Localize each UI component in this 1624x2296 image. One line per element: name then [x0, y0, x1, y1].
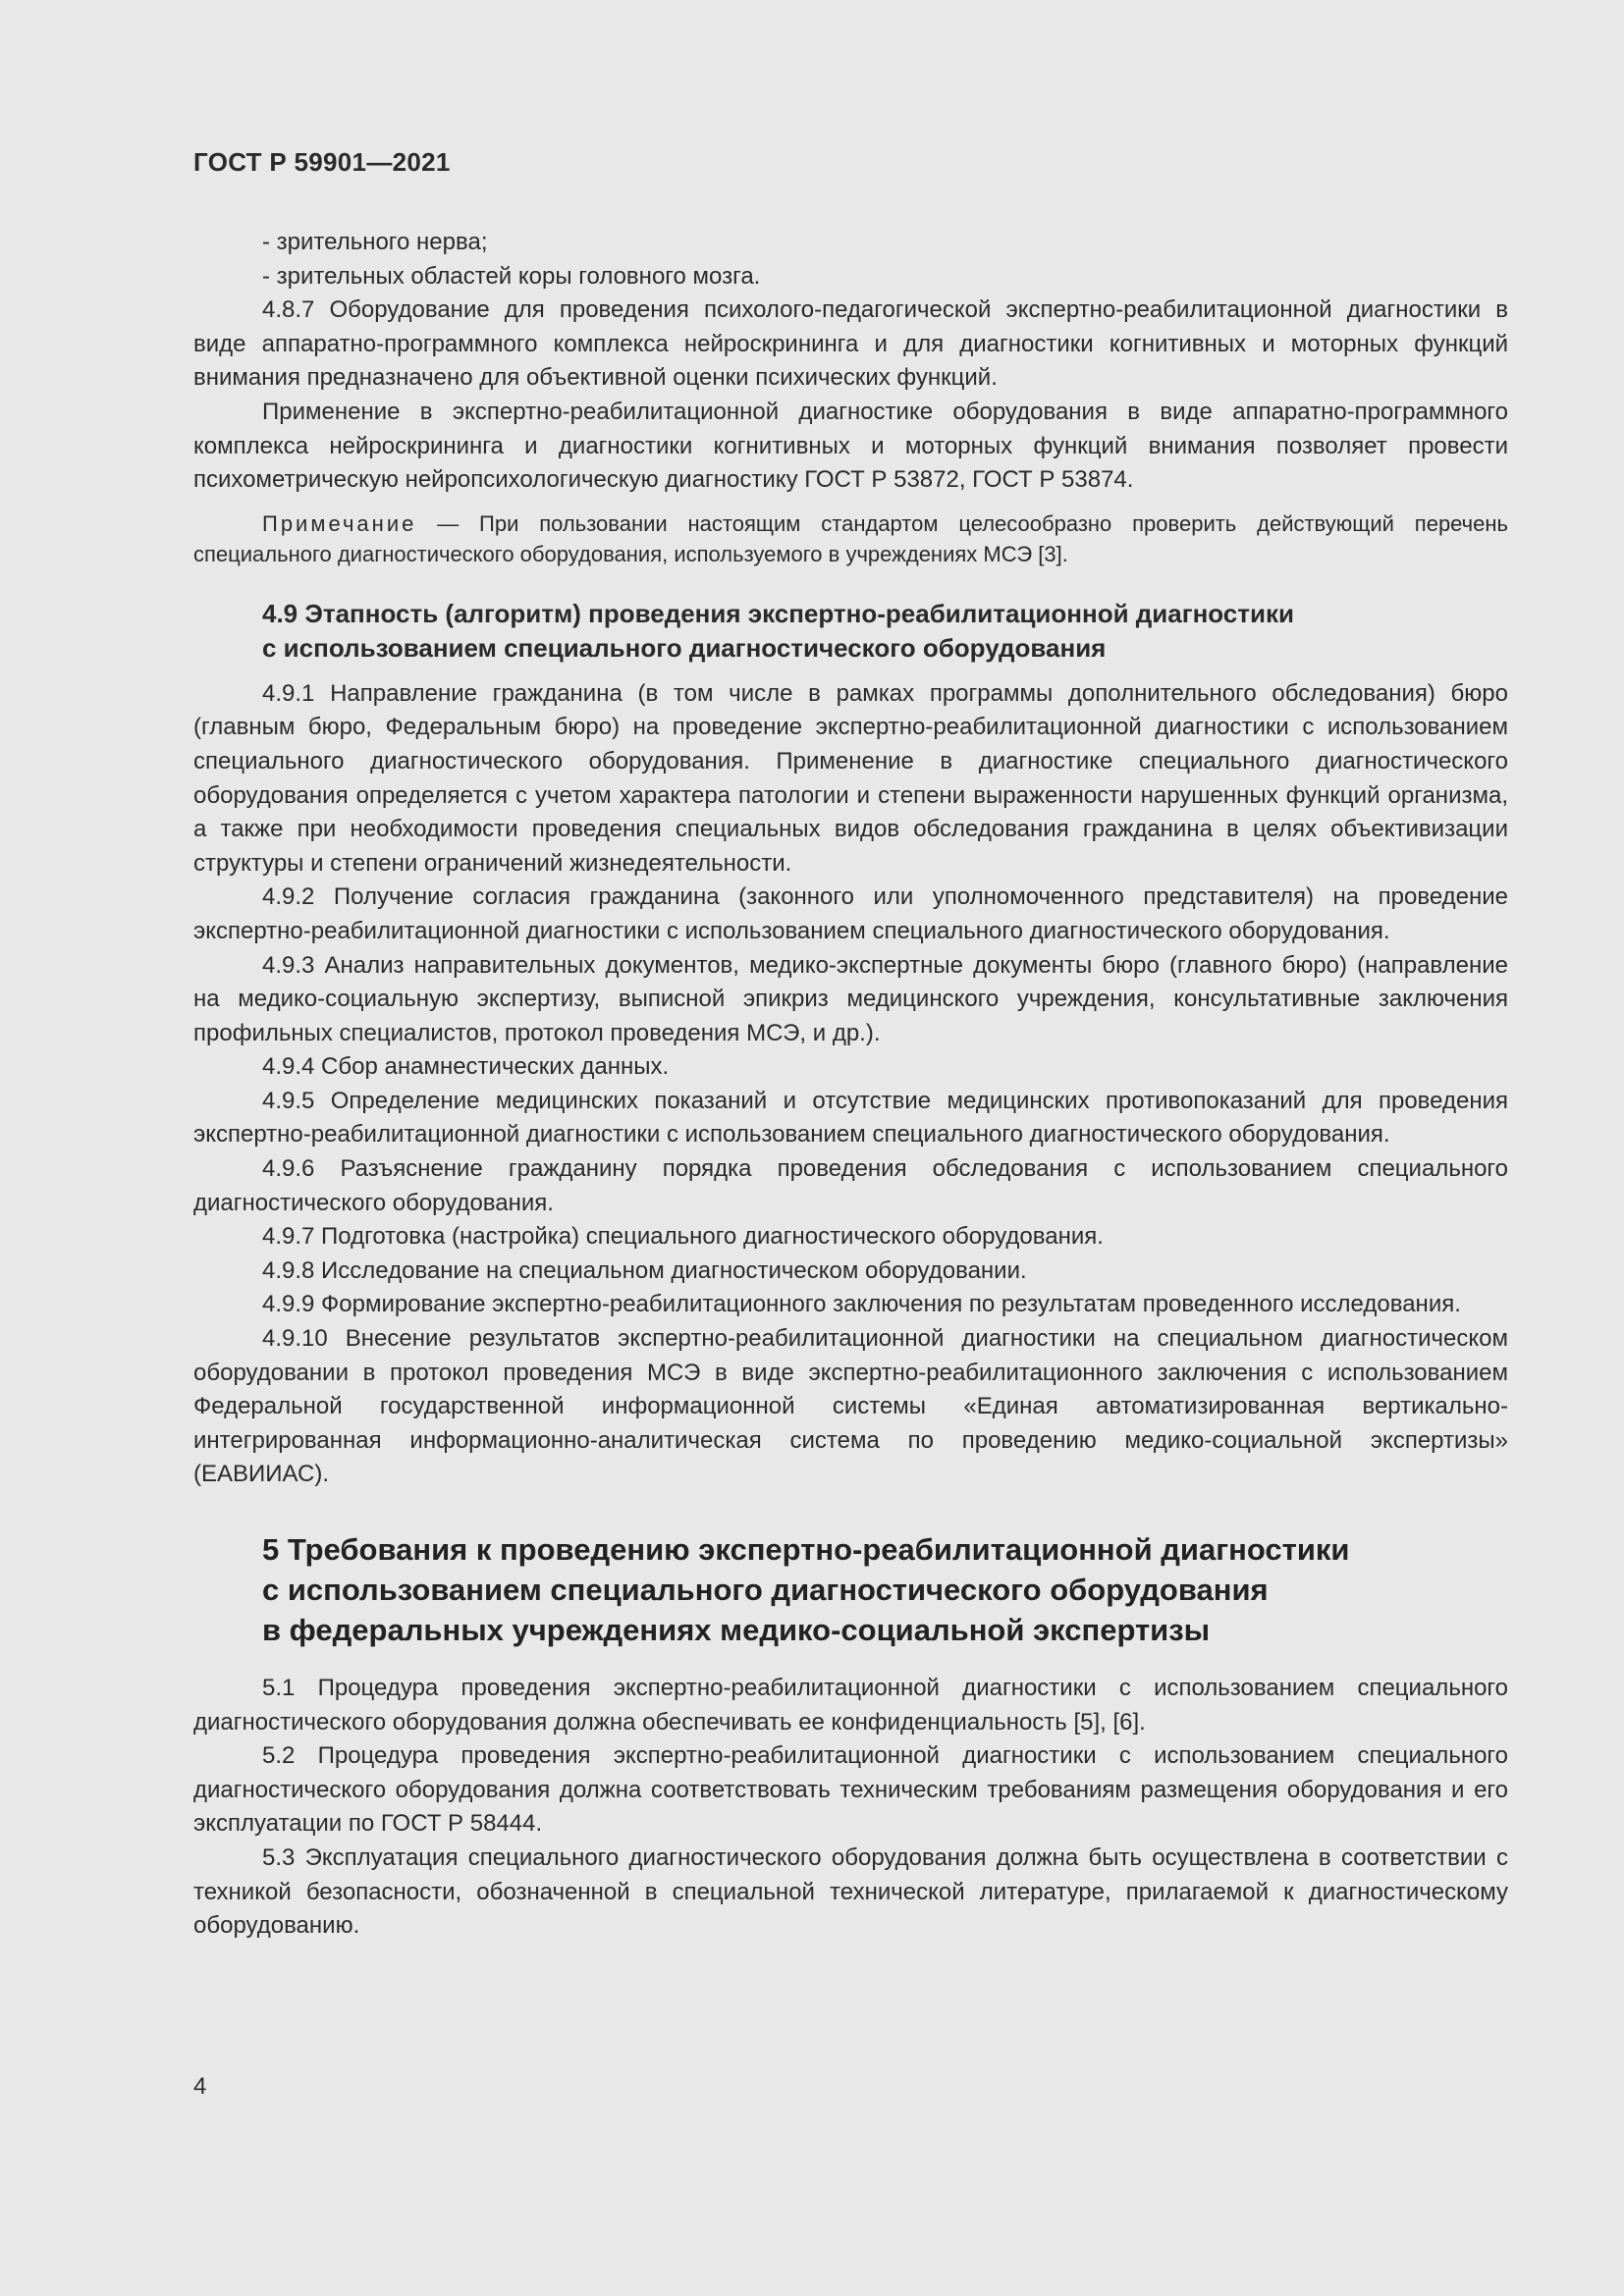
note-label: Примечание — [262, 510, 417, 536]
paragraph: 5.2 Процедура проведения экспертно-реабилитационной диагностики с использованием специального диагностического оборудования должна соответствовать техническим требованиям размещения оборудования и его эксплуатации по ГОСТ Р 58444. — [193, 1742, 1508, 1838]
paragraph: 4.9.2 Получение согласия гражданина (законного или уполномоченного представителя) на проведение экспертно-реабилитационной диагностики с использованием специального диагностического оборудования. — [193, 883, 1508, 944]
paragraph: 4.9.1 Направление гражданина (в том числе в рамках программы дополнительного обследования) бюро (главным бюро, Федеральным бюро) на проведение экспертно-реабилитационной диагностики с использованием специального диагностического оборудования. Применение в диагностике специального диагностического оборудования определяется с учетом характера патологии и степени выраженности нарушенных функций организма, а также при необходимости проведения специальных видов обследования гражданина в целях объективизации структуры и степени ограничений жизнедеятельности. — [193, 679, 1508, 877]
section-heading-4-9 — [262, 597, 1440, 666]
paragraph: 4.8.7 Оборудование для проведения психолого-педагогической экспертно-реабилитационной диагностики в виде аппаратно-программного комплекса нейроскрининга и для диагностики когнитивных и моторных функций внимания предназначено для объективной оценки психических функций. — [193, 296, 1508, 392]
document-body — [193, 226, 1508, 1944]
paragraph: - зрительного нерва; — [262, 229, 488, 255]
section-heading-line: с использованием специального диагностического оборудования — [262, 632, 1107, 663]
paragraph: 4.9.7 Подготовка (настройка) специального диагностического оборудования. — [262, 1223, 1104, 1251]
paragraph: 4.9.5 Определение медицинских показаний и отсутствие медицинских противопоказаний для проведения экспертно-реабилитационной диагностики с использованием специального диагностического оборудования. — [193, 1087, 1508, 1148]
paragraph: 5.3 Эксплуатация специального диагностического оборудования должна быть осуществлена в соответствии с техникой безопасности, обозначенной в специальной технической литературе, прилагаемой к диагностическому оборудованию. — [193, 1843, 1508, 1940]
paragraph: 4.9.4 Сбор анамнестических данных. — [262, 1053, 670, 1081]
section-heading-line: в федеральных учреждениях медико-социальной экспертизы — [262, 1613, 1211, 1647]
paragraph: 4.9.6 Разъяснение гражданину порядка проведения обследования с использованием специального диагностического оборудования. — [193, 1155, 1508, 1216]
paragraph: Применение в экспертно-реабилитационной диагностике оборудования в виде аппаратно-программного комплекса нейроскрининга и диагностики когнитивных и моторных функций внимания позволяет провести психометрическую нейропсихологическую диагностику ГОСТ Р 53872, ГОСТ Р 53874. — [193, 398, 1508, 494]
section-heading-line: 5 Требования к проведению экспертно-реабилитационной диагностики — [262, 1532, 1350, 1567]
document-header: ГОСТ Р 59901—2021 — [193, 147, 451, 177]
paragraph: 4.9.9 Формирование экспертно-реабилитационного заключения по результатам проведенного исследования. — [262, 1291, 1461, 1318]
note-text: — При пользовании настоящим стандартом целесообразно проверить действующий перечень специального диагностического оборудования, используемого в учреждениях МСЭ [3]. — [193, 510, 1508, 566]
paragraph: 4.9.3 Анализ направительных документов, медико-экспертные документы бюро (главного бюро) (направление на медико-социальную экспертизу, выписной эпикриз медицинского учреждения, консультативные заключения профильных специалистов, протокол проведения МСЭ, и др.). — [193, 951, 1508, 1046]
note — [193, 508, 1508, 569]
section-heading-line: с использованием специального диагностического оборудования — [262, 1573, 1269, 1607]
section-heading-5 — [262, 1529, 1489, 1650]
page-number: 4 — [193, 2073, 207, 2100]
section-heading-line: 4.9 Этапность (алгоритм) проведения экспертно-реабилитационной диагностики — [262, 598, 1294, 628]
paragraph: 5.1 Процедура проведения экспертно-реабилитационной диагностики с использованием специального диагностического оборудования должна обеспечивать ее конфиденциальность [5], [6]. — [193, 1675, 1508, 1735]
paragraph: - зрительных областей коры головного мозга. — [262, 262, 761, 290]
paragraph: 4.9.8 Исследование на специальном диагностическом оборудовании. — [262, 1256, 1027, 1284]
paragraph: 4.9.10 Внесение результатов экспертно-реабилитационной диагностики на специальном диагностическом оборудовании в протокол проведения МСЭ в виде экспертно-реабилитационного заключения с использованием Федеральной государственной информационной системы «Единая автоматизированная вертикально-интегрированная информационно-аналитическая система по проведению медико-социальной экспертизы» (ЕАВИИАС). — [193, 1325, 1508, 1488]
